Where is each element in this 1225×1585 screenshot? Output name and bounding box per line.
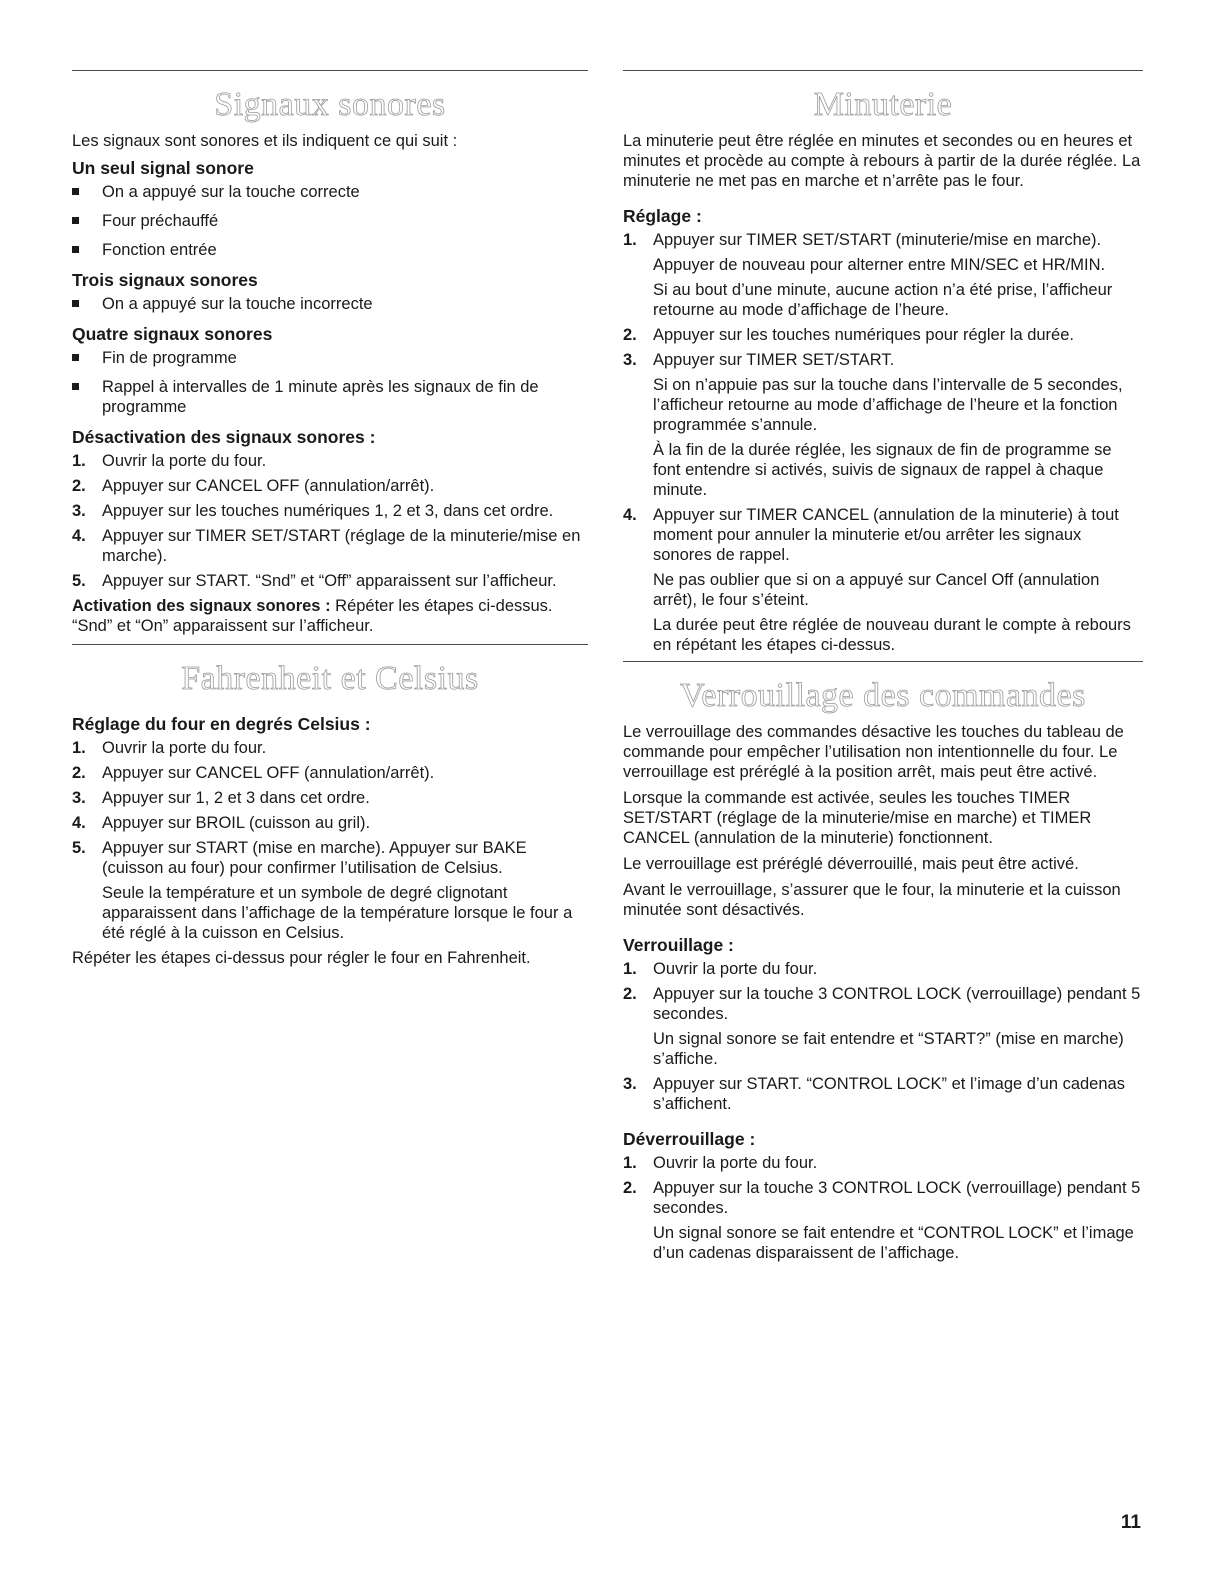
step-note: Si on n’appuie pas sur la touche dans l’intervalle de 5 secondes, l’afficheur retourne au mode d’affichage de l’heure et la fonction programmée s’annule. xyxy=(653,376,1123,434)
heading-trois: Trois signaux sonores xyxy=(72,270,258,290)
verrouillage-paragraph: Le verrouillage des commandes désactive les touches du tableau de commande pour empêcher l’utilisation non intentionnelle du four. Le verrouillage est préréglé à la position arrêt, mais peut être activé. xyxy=(623,723,1124,781)
step-text: Appuyer sur TIMER SET/START (minuterie/mise en marche). xyxy=(653,231,1102,249)
step-text: Appuyer sur la touche 3 CONTROL LOCK (verrouillage) pendant 5 secondes. xyxy=(653,1179,1141,1217)
step-item xyxy=(623,230,1143,320)
section-divider xyxy=(72,70,588,71)
step-item xyxy=(623,959,1143,979)
step-note: Ne pas oublier que si on a appuyé sur Cancel Off (annulation arrêt), le four s’éteint. xyxy=(653,571,1100,609)
step-number: 1. xyxy=(72,452,86,470)
step-number: 4. xyxy=(72,814,86,832)
step-item xyxy=(72,476,588,496)
step-text: Appuyer sur la touche 3 CONTROL LOCK (verrouillage) pendant 5 secondes. xyxy=(653,985,1141,1023)
activation-text: Répéter les étapes ci-dessus. “Snd” et “On” apparaissent sur l’afficheur. xyxy=(72,597,553,635)
fahrenheit-closing: Répéter les étapes ci-dessus pour régler le four en Fahrenheit. xyxy=(72,949,531,967)
list-item: Fonction entrée xyxy=(72,240,588,260)
step-item xyxy=(72,526,588,566)
list-item: Four préchauffé xyxy=(72,211,588,231)
step-item xyxy=(623,984,1143,1069)
step-number: 1. xyxy=(623,231,637,249)
signaux-intro: Les signaux sont sonores et ils indiquent ce qui suit : xyxy=(72,132,458,150)
step-note: Si au bout d’une minute, aucune action n’a été prise, l’afficheur retourne au mode d’affichage de l’heure. xyxy=(653,281,1113,319)
step-note: Un signal sonore se fait entendre et “CONTROL LOCK” et l’image d’un cadenas disparaissent de l’affichage. xyxy=(653,1224,1134,1262)
verrouillage-paragraph: Le verrouillage est préréglé déverrouillé, mais peut être activé. xyxy=(623,855,1079,873)
page-number: 11 xyxy=(1120,1512,1141,1533)
step-number: 4. xyxy=(623,506,637,524)
step-text: Appuyer sur START. “Snd” et “Off” apparaissent sur l’afficheur. xyxy=(102,572,557,590)
step-number: 3. xyxy=(623,351,637,369)
minuterie-intro: La minuterie peut être réglée en minutes et secondes ou en heures et minutes et procède au compte à rebours à partir de la durée réglée. La minuterie ne met pas en marche et n’arrête pas le four. xyxy=(623,132,1141,190)
step-number: 2. xyxy=(623,326,637,344)
step-item xyxy=(623,325,1143,345)
steps-verrouillage xyxy=(623,959,1143,1114)
verrouillage-paragraph: Avant le verrouillage, s’assurer que le four, la minuterie et la cuisson minutée sont désactivés. xyxy=(623,881,1121,919)
step-item xyxy=(72,451,588,471)
step-item xyxy=(72,571,588,591)
section-title-minuterie: Minuterie xyxy=(813,86,953,123)
heading-reglage: Réglage : xyxy=(623,206,702,226)
step-item xyxy=(623,1178,1143,1263)
step-text: Ouvrir la porte du four. xyxy=(102,739,267,757)
list-quatre xyxy=(72,348,588,417)
step-number: 3. xyxy=(623,1075,637,1093)
step-note: Un signal sonore se fait entendre et “START?” (mise en marche) s’affiche. xyxy=(653,1030,1124,1068)
step-text: Appuyer sur les touches numériques pour régler la durée. xyxy=(653,326,1074,344)
section-divider xyxy=(623,661,1143,662)
step-item xyxy=(72,838,588,943)
step-item xyxy=(623,1074,1143,1114)
list-un-seul xyxy=(72,182,588,260)
list-item: Rappel à intervalles de 1 minute après les signaux de fin de programme xyxy=(72,377,588,417)
step-number: 1. xyxy=(623,960,637,978)
step-text: Appuyer sur CANCEL OFF (annulation/arrêt). xyxy=(102,764,435,782)
verrouillage-paragraph: Lorsque la commande est activée, seules les touches TIMER SET/START (réglage de la minuterie/mise en marche) et TIMER CANCEL (annulation de la minuterie) fonctionnent. xyxy=(623,789,1092,847)
activation-paragraph xyxy=(72,596,588,636)
section-divider xyxy=(623,70,1143,71)
step-text: Appuyer sur TIMER SET/START (réglage de la minuterie/mise en marche). xyxy=(102,527,581,565)
step-number: 2. xyxy=(72,764,86,782)
step-text: Ouvrir la porte du four. xyxy=(653,1154,818,1172)
step-item xyxy=(72,738,588,758)
step-text: Appuyer sur CANCEL OFF (annulation/arrêt). xyxy=(102,477,435,495)
step-item xyxy=(72,813,588,833)
right-column xyxy=(623,70,1143,1268)
heading-desactivation: Désactivation des signaux sonores : xyxy=(72,427,376,447)
steps-desactivation xyxy=(72,451,588,591)
steps-minuterie xyxy=(623,230,1143,655)
step-number: 5. xyxy=(72,839,86,857)
step-note: Appuyer de nouveau pour alterner entre MIN/SEC et HR/MIN. xyxy=(653,256,1106,274)
step-item xyxy=(72,501,588,521)
step-text: Appuyer sur TIMER SET/START. xyxy=(653,351,895,369)
list-item: On a appuyé sur la touche incorrecte xyxy=(72,294,588,314)
step-note: La durée peut être réglée de nouveau durant le compte à rebours en répétant les étapes ci-dessus. xyxy=(653,616,1131,654)
step-text: Ouvrir la porte du four. xyxy=(102,452,267,470)
steps-celsius xyxy=(72,738,588,943)
step-number: 3. xyxy=(72,789,86,807)
step-text: Ouvrir la porte du four. xyxy=(653,960,818,978)
step-number: 2. xyxy=(623,985,637,1003)
list-item: On a appuyé sur la touche correcte xyxy=(72,182,588,202)
section-divider xyxy=(72,644,588,645)
heading-reglage-celsius: Réglage du four en degrés Celsius : xyxy=(72,714,371,734)
section-title-signaux: Signaux sonores xyxy=(214,86,446,123)
heading-quatre: Quatre signaux sonores xyxy=(72,324,273,344)
heading-deverrouillage: Déverrouillage : xyxy=(623,1129,756,1149)
step-note: Seule la température et un symbole de degré clignotant apparaissent dans l’affichage de la température lorsque le four a été réglé à la cuisson en Celsius. xyxy=(102,884,573,942)
section-title-verrouillage: Verrouillage des commandes xyxy=(680,677,1086,714)
left-column xyxy=(72,70,588,974)
step-number: 3. xyxy=(72,502,86,520)
step-text: Appuyer sur TIMER CANCEL (annulation de la minuterie) à tout moment pour annuler la minuterie et/ou arrêter les signaux sonores de rappel. xyxy=(653,506,1119,564)
step-item xyxy=(72,788,588,808)
step-number: 2. xyxy=(72,477,86,495)
step-note: À la fin de la durée réglée, les signaux de fin de programme se font entendre si activés, suivis de signaux de rappel à chaque minute. xyxy=(653,441,1112,499)
step-item xyxy=(623,505,1143,655)
step-number: 2. xyxy=(623,1179,637,1197)
step-item xyxy=(623,1153,1143,1173)
heading-un-seul: Un seul signal sonore xyxy=(72,158,254,178)
list-trois xyxy=(72,294,588,314)
step-item xyxy=(623,350,1143,500)
activation-label: Activation des signaux sonores : xyxy=(72,597,331,615)
list-item: Fin de programme xyxy=(72,348,588,368)
step-number: 4. xyxy=(72,527,86,545)
section-title-fahrenheit: Fahrenheit et Celsius xyxy=(181,660,479,697)
step-number: 1. xyxy=(623,1154,637,1172)
heading-verrouillage: Verrouillage : xyxy=(623,935,734,955)
steps-deverrouillage xyxy=(623,1153,1143,1263)
step-text: Appuyer sur BROIL (cuisson au gril). xyxy=(102,814,371,832)
step-item xyxy=(72,763,588,783)
step-text: Appuyer sur les touches numériques 1, 2 et 3, dans cet ordre. xyxy=(102,502,554,520)
step-text: Appuyer sur 1, 2 et 3 dans cet ordre. xyxy=(102,789,370,807)
step-text: Appuyer sur START (mise en marche). Appuyer sur BAKE (cuisson au four) pour confirmer l’utilisation de Celsius. xyxy=(102,839,527,877)
step-number: 5. xyxy=(72,572,86,590)
step-text: Appuyer sur START. “CONTROL LOCK” et l’image d’un cadenas s’affichent. xyxy=(653,1075,1125,1113)
step-number: 1. xyxy=(72,739,86,757)
